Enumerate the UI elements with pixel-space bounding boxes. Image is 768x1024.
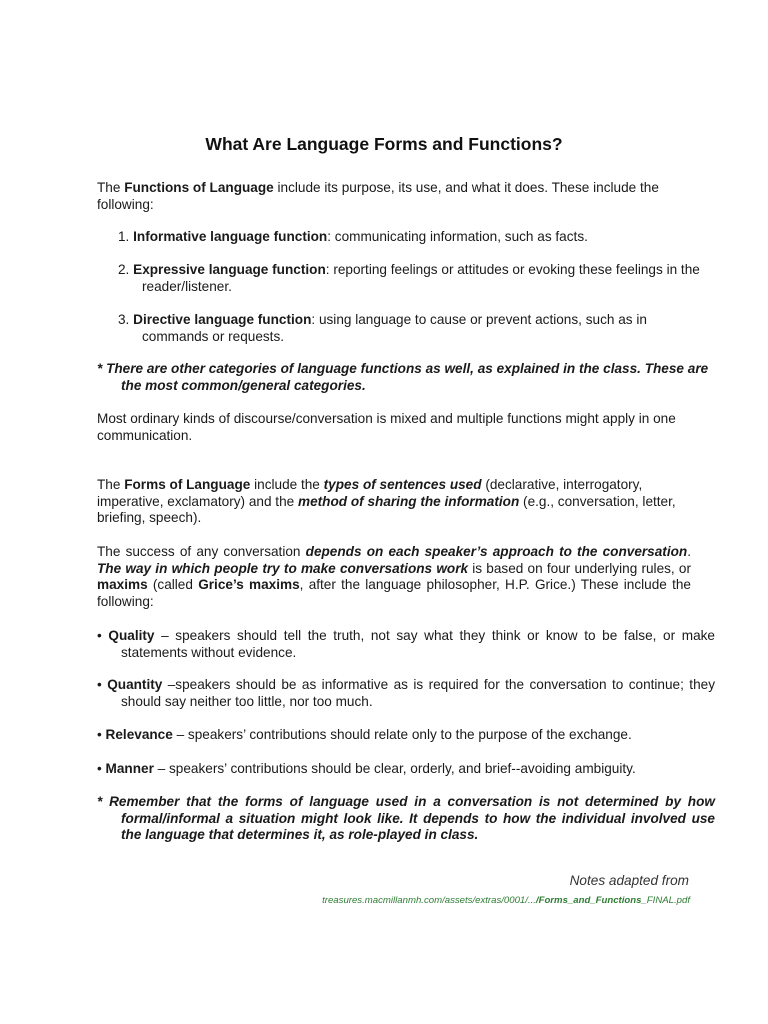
mixed-discourse-paragraph: Most ordinary kinds of discourse/conversation is mixed and multiple functions might apply in one communication. bbox=[97, 411, 676, 443]
maxim-manner: • Manner – speakers’ contributions should be clear, orderly, and brief--avoiding ambiguity. bbox=[97, 761, 636, 776]
maxim-quantity: • Quantity –speakers should be as informative as is required for the conversation to continue; they should say neither too little, nor too much. bbox=[97, 677, 715, 709]
list-item: 2. Expressive language function: reporting feelings or attitudes or evoking these feelings in the reader/listener. bbox=[118, 262, 700, 294]
note-remember: * Remember that the forms of language used in a conversation is not determined by how formal/informal a situation might look like. It depends to how the individual involved use the language that determines it, as role-played in class. bbox=[97, 794, 715, 842]
list-item: 1. Informative language function: communicating information, such as facts. bbox=[118, 229, 588, 244]
success-paragraph: The success of any conversation depends on each speaker’s approach to the conversation. The way in which people try to make conversations work is based on four underlying rules, or maxims (called Grice’s maxims, after the language philosopher, H.P. Grice.) These include the following: bbox=[97, 544, 692, 609]
list-item: 3. Directive language function: using language to cause or prevent actions, such as in commands or requests. bbox=[118, 312, 647, 344]
forms-paragraph: The Forms of Language include the types of sentences used (declarative, interrogatory, imperative, exclamatory) and the method of sharing the information (e.g., conversation, letter, briefing, speech). bbox=[97, 477, 676, 525]
maxim-quality: • Quality – speakers should tell the truth, not say what they think or know to be false, or make statements without evidence. bbox=[97, 628, 715, 660]
maxim-relevance: • Relevance – speakers’ contributions should relate only to the purpose of the exchange. bbox=[97, 727, 632, 742]
attribution-text: Notes adapted from bbox=[569, 873, 689, 888]
functions-intro-paragraph: The Functions of Language include its purpose, its use, and what it does. These include the following: bbox=[97, 180, 659, 212]
source-link[interactable]: treasures.macmillanmh.com/assets/extras/0001/.../Forms_and_Functions_FINAL.pdf bbox=[322, 895, 690, 906]
note-categories: * There are other categories of language functions as well, as explained in the class. These are the most common/general categories. bbox=[97, 361, 709, 393]
page-title: What Are Language Forms and Functions? bbox=[205, 134, 563, 154]
